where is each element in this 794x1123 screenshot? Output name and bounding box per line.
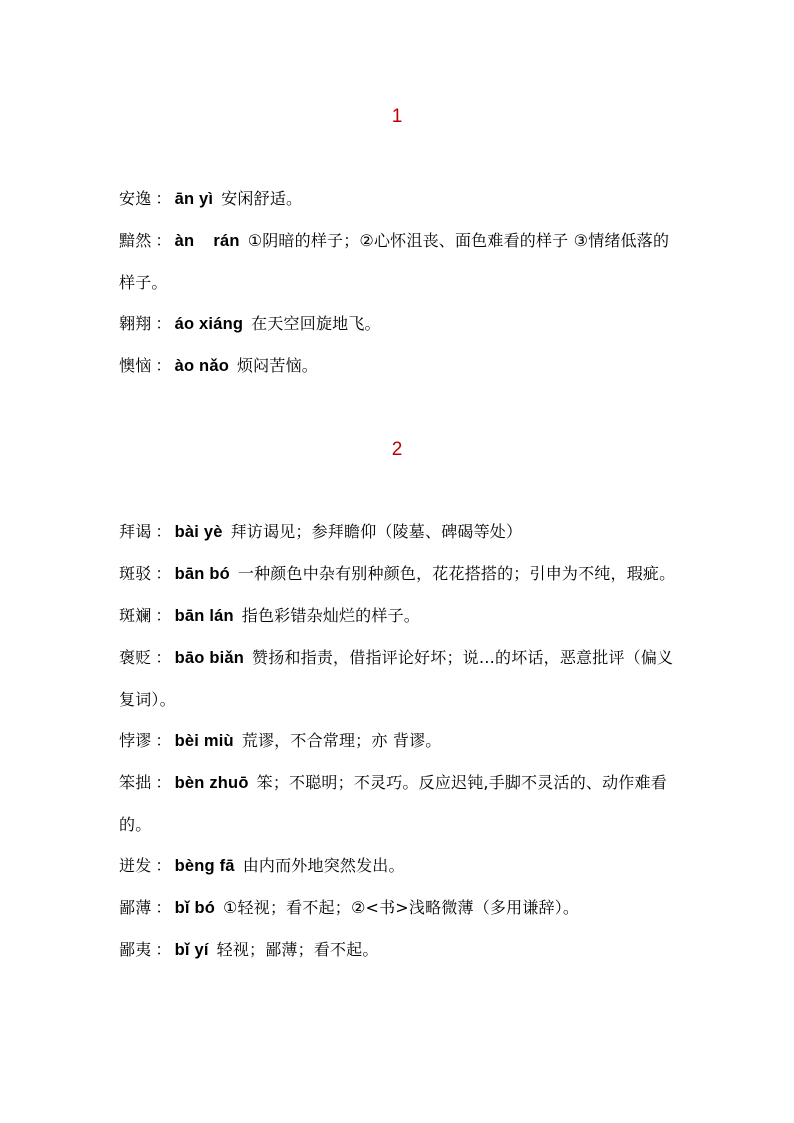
entry-word: 黯然 <box>119 231 152 250</box>
entry-separator: ： <box>155 606 172 625</box>
vocab-entry-biyi <box>119 929 679 971</box>
vocab-entry-banlan <box>119 595 679 637</box>
vocab-entry-anyi <box>119 178 679 220</box>
entry-separator: ： <box>155 231 172 250</box>
entry-word: 褒贬 <box>119 648 152 667</box>
entry-pinyin: ào nǎo <box>174 357 229 375</box>
entry-pinyin: àn rán <box>174 232 240 250</box>
vocab-entry-banbo <box>119 553 679 595</box>
entry-definition: ①轻视；看不起；②<书>浅略微薄（多用谦辞）。 <box>223 898 580 917</box>
entry-word: 拜谒 <box>119 522 152 541</box>
entry-separator: ： <box>155 856 172 875</box>
vocab-entry-aonao <box>119 345 679 387</box>
vocab-entry-aoxiang <box>119 303 679 345</box>
entry-word: 悖谬 <box>119 731 152 750</box>
entry-pinyin: bài yè <box>174 523 223 541</box>
entry-definition: 轻视；鄙薄；看不起。 <box>216 940 379 959</box>
vocab-entry-beimiu <box>119 720 679 762</box>
entry-pinyin: bèng fā <box>174 857 235 875</box>
entry-separator: ： <box>155 731 172 750</box>
entry-definition: 拜访谒见；参拜瞻仰（陵墓、碑碣等处） <box>230 522 523 541</box>
entry-pinyin: áo xiáng <box>174 315 244 333</box>
entry-separator: ： <box>155 522 172 541</box>
entry-pinyin: bān bó <box>174 565 230 583</box>
entry-definition: 在天空回旋地飞。 <box>251 314 381 333</box>
entry-separator: ： <box>155 314 172 333</box>
section-number-2: 2 <box>391 439 403 460</box>
entry-separator: ： <box>155 189 172 208</box>
entry-definition: 笨；不聪明；不灵巧。反应迟钝,手脚不灵活的、动作难看的。 <box>119 773 667 834</box>
vocab-entry-baobian <box>119 637 679 720</box>
entry-pinyin: bǐ bó <box>174 899 216 917</box>
entry-definition: 赞扬和指责，借指评论好坏；说…的坏话，恶意批评（偏义复词）。 <box>119 648 674 709</box>
vocab-entry-bengfa <box>119 845 679 887</box>
section-2-entries <box>119 511 679 971</box>
entry-definition: 指色彩错杂灿烂的样子。 <box>241 606 420 625</box>
entry-separator: ： <box>155 564 172 583</box>
entry-separator: ： <box>155 940 172 959</box>
entry-definition: 由内而外地突然发出。 <box>242 856 405 875</box>
vocab-entry-anran <box>119 220 679 303</box>
entry-pinyin: ān yì <box>174 190 214 208</box>
entry-word: 迸发 <box>119 856 152 875</box>
entry-pinyin: bèn zhuō <box>174 774 249 792</box>
entry-word: 斑驳 <box>119 564 152 583</box>
vocab-entry-baiye <box>119 511 679 553</box>
entry-word: 斑斓 <box>119 606 152 625</box>
entry-pinyin: bèi miù <box>174 732 234 750</box>
section-number-1: 1 <box>391 106 403 127</box>
section-1-entries <box>119 178 679 387</box>
entry-word: 翱翔 <box>119 314 152 333</box>
entry-word: 安逸 <box>119 189 152 208</box>
entry-pinyin: bāo biǎn <box>174 649 245 667</box>
entry-word: 鄙夷 <box>119 940 152 959</box>
entry-separator: ： <box>155 356 172 375</box>
entry-definition: ①阴暗的样子；②心怀沮丧、面色难看的样子 ③情绪低落的样子。 <box>119 231 670 292</box>
vocab-entry-benzhuo <box>119 762 679 845</box>
entry-pinyin: bān lán <box>174 607 234 625</box>
entry-separator: ： <box>155 648 172 667</box>
entry-separator: ： <box>155 898 172 917</box>
entry-definition: 安闲舒适。 <box>221 189 303 208</box>
entry-definition: 一种颜色中杂有别种颜色，花花搭搭的；引申为不纯，瑕疵。 <box>237 564 676 583</box>
entry-word: 笨拙 <box>119 773 152 792</box>
entry-word: 懊恼 <box>119 356 152 375</box>
entry-definition: 荒谬，不合常理；亦 背谬。 <box>241 731 442 750</box>
entry-separator: ： <box>155 773 172 792</box>
entry-definition: 烦闷苦恼。 <box>236 356 318 375</box>
entry-pinyin: bǐ yí <box>174 941 209 959</box>
entry-word: 鄙薄 <box>119 898 152 917</box>
vocab-entry-bibo <box>119 887 679 929</box>
